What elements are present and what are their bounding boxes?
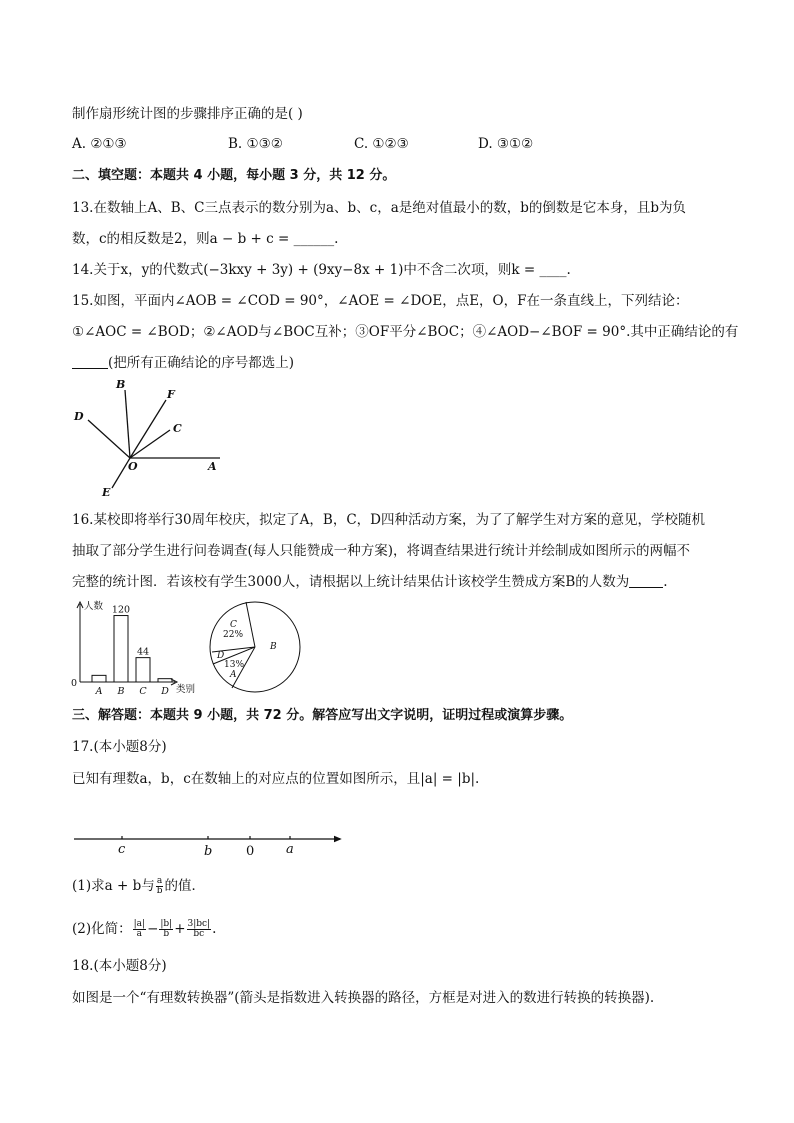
question-13-line-1: 13.在数轴上A、B、C三点表示的数分别为a、b、c，a是绝对值最小的数，b的倒数是它本身，且b为负: [72, 200, 687, 216]
pie-label-d: D: [217, 651, 225, 661]
ray-ob: [125, 390, 130, 458]
section-3-heading: 三、解答题：本题共 9 小题，共 72 分。解答应写出文字说明，证明过程或演算步骤。: [72, 708, 573, 723]
question-16-line-1: 16.某校即将举行30周年校庆，拟定了A，B，C，D四种活动方案，为了了解学生对方案的意见，学校随机: [72, 512, 705, 528]
numberline-label-b: b: [204, 844, 213, 859]
bar-a: [92, 675, 106, 682]
point-label-o: O: [128, 460, 138, 473]
answer-blank: [629, 575, 663, 588]
pie-label-a: A: [230, 670, 237, 680]
bar-d: [158, 679, 172, 682]
origin-label: 0: [71, 678, 78, 689]
bar-chart: [70, 600, 205, 698]
pie-divider-bc: [246, 602, 255, 647]
number-line: [72, 828, 347, 858]
point-label-a: A: [208, 460, 217, 473]
point-label-e: E: [102, 486, 111, 499]
fraction-a-over-b: $\frac{a}{b}$: [156, 876, 163, 896]
numberline-label-a: a: [286, 842, 294, 857]
question-13-line-2: 数，c的相反数是2，则a − b + c = ______.: [72, 231, 339, 247]
question-16-line-3-text: 完整的统计图．若该校有学生3000人，请根据以上统计结果估计该校学生赞成方案B的人数为: [72, 574, 630, 590]
fraction-3abs-bc-over-bc: $\frac{3|bc|}{bc}$: [187, 919, 211, 939]
value-label-c: 44: [136, 646, 150, 658]
question-17-stem: 已知有理数a，b，c在数轴上的对应点的位置如图所示，且|a| = |b|.: [72, 771, 480, 787]
question-12-options: [72, 136, 712, 152]
pie-label-b: B: [270, 642, 277, 652]
point-label-b: B: [116, 378, 126, 391]
numberline-label-c: c: [118, 842, 126, 857]
option-a: A. ②①③: [72, 136, 127, 152]
option-c: C. ①②③: [354, 136, 409, 152]
ray-oc: [130, 430, 170, 458]
section-2-heading: 二、填空题：本题共 4 小题，每小题 3 分，共 12 分。: [72, 168, 396, 183]
bar-c: [136, 658, 150, 682]
pie-percent-c: 22%: [223, 630, 244, 640]
question-17-part-2: (2)化简： $\frac{|a|}{a}$ − $\frac{|b|}{b}$ + $\frac{3|bc|}{bc}$ .: [72, 919, 217, 939]
pie-chart: [208, 600, 304, 694]
answer-blank: [72, 356, 108, 369]
bar-b: [114, 616, 128, 682]
pie-label-c: C: [230, 620, 237, 630]
question-15-line-2: ①∠AOC = ∠BOD；②∠AOD与∠BOC互补；③OF平分∠BOC；④∠AOD−∠BOF = 90°.其中正确结论的有: [72, 324, 739, 340]
option-d: D. ③①②: [478, 136, 534, 152]
question-15-line-3-text: (把所有正确结论的序号都选上): [108, 355, 295, 371]
angle-figure: [70, 378, 230, 498]
fraction-abs-b-over-b: $\frac{|b|}{b}$: [160, 919, 173, 939]
ray-od: [88, 420, 130, 458]
category-label-d: D: [161, 686, 169, 697]
x-axis-title: 类别: [176, 684, 196, 695]
question-16-line-3: 完整的统计图．若该校有学生3000人，请根据以上统计结果估计该校学生赞成方案B的人数为 .: [72, 574, 668, 590]
category-label-a: A: [95, 686, 103, 697]
numberline-label-zero: 0: [246, 844, 255, 859]
category-label-c: C: [139, 686, 147, 697]
question-17-header: 17.(本小题8分): [72, 739, 167, 755]
question-17-part-1: (1)求a + b与 $\frac{a}{b}$ 的值．: [72, 876, 205, 896]
question-14: 14.关于x，y的代数式(−3kxy + 3y) + (9xy−8x + 1)中不含二次项，则k = ____.: [72, 262, 571, 278]
point-label-f: F: [167, 388, 175, 401]
point-label-c: C: [173, 422, 182, 435]
question-12-stem: 制作扇形统计图的步骤排序正确的是( ): [72, 106, 303, 122]
question-15-line-3: [72, 355, 294, 371]
value-label-b: 120: [111, 604, 131, 616]
y-axis-title: 人数: [84, 601, 104, 612]
category-label-b: B: [117, 686, 125, 697]
ray-of: [130, 400, 166, 458]
question-15-line-1: 15.如图，平面内∠AOB = ∠COD = 90°，∠AOE = ∠DOE，点E，O，F在一条直线上，下列结论：: [72, 293, 689, 309]
point-label-d: D: [74, 410, 84, 423]
option-b: B. ①③②: [228, 136, 283, 152]
question-18-header: 18.(本小题8分): [72, 958, 167, 974]
question-18-stem: 如图是一个“有理数转换器”(箭头是指数进入转换器的路径，方框是对进入的数进行转换的转换器).: [72, 990, 655, 1006]
pie-percent-a: 13%: [224, 660, 245, 670]
question-16-line-2: 抽取了部分学生进行问卷调查(每人只能赞成一种方案)，将调查结果进行统计并绘制成如图所示的两幅不: [72, 543, 691, 559]
fraction-abs-a-over-a: $\frac{|a|}{a}$: [133, 919, 146, 939]
